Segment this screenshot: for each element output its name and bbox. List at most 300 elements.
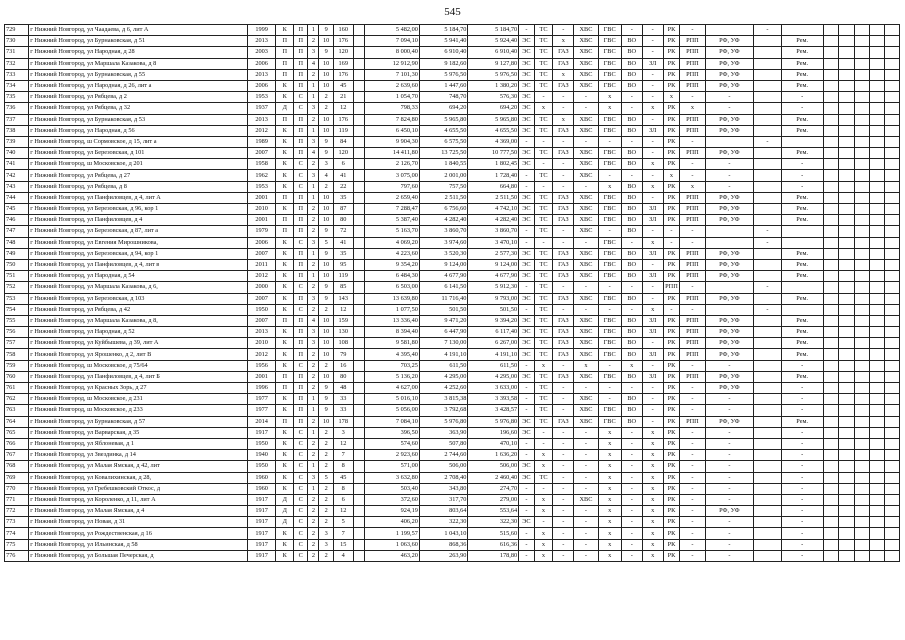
address-cell: г Нижний Новгород, ул Бурнаковская, д 53	[29, 114, 248, 125]
table-cell: 2	[308, 259, 319, 270]
table-cell: ХВС	[574, 293, 598, 304]
table-row	[5, 383, 900, 394]
table-cell: 9	[319, 282, 333, 293]
table-cell: 274,70	[468, 483, 519, 494]
table-cell: П	[294, 338, 308, 349]
table-cell	[839, 259, 854, 270]
table-cell: Д	[276, 494, 294, 505]
table-cell: -	[598, 360, 621, 371]
table-cell: 9 127,80	[468, 58, 519, 69]
table-row	[5, 271, 900, 282]
table-cell: Рем.	[781, 338, 823, 349]
table-row	[5, 215, 900, 226]
table-cell: 4 295,00	[419, 371, 468, 382]
table-cell: ГАЗ	[553, 125, 574, 136]
table-cell: ХВС	[574, 69, 598, 80]
table-cell: -	[680, 550, 705, 561]
table-cell: ТС	[534, 80, 553, 91]
table-cell: -	[621, 506, 642, 517]
table-cell: -	[781, 394, 823, 405]
table-cell: РК	[663, 472, 680, 483]
table-cell: 9 354,20	[364, 259, 419, 270]
table-cell	[885, 192, 900, 203]
table-cell	[885, 204, 900, 215]
table-cell: х	[642, 159, 663, 170]
table-cell	[353, 438, 364, 449]
row-number-cell: 738	[5, 125, 29, 136]
table-cell	[854, 438, 869, 449]
table-cell	[854, 405, 869, 416]
table-cell: -	[705, 483, 754, 494]
table-cell	[353, 338, 364, 349]
table-cell	[754, 539, 782, 550]
table-cell: 5 976,80	[419, 416, 468, 427]
table-cell	[854, 506, 869, 517]
table-cell: Рем.	[781, 36, 823, 47]
table-cell: -	[642, 338, 663, 349]
table-cell: -	[553, 483, 574, 494]
table-cell	[885, 215, 900, 226]
table-cell	[823, 450, 838, 461]
table-cell: 3 075,00	[364, 170, 419, 181]
table-cell: -	[621, 237, 642, 248]
table-cell: 2	[319, 506, 333, 517]
table-cell	[885, 58, 900, 69]
table-cell	[885, 304, 900, 315]
table-cell	[823, 103, 838, 114]
table-cell	[869, 405, 884, 416]
table-cell	[854, 125, 869, 136]
table-cell: 11 716,40	[419, 293, 468, 304]
table-cell	[854, 215, 869, 226]
table-cell	[823, 315, 838, 326]
table-cell: 5	[319, 472, 333, 483]
table-cell: 2 577,30	[468, 248, 519, 259]
table-cell: К	[276, 427, 294, 438]
table-cell	[885, 327, 900, 338]
table-cell	[869, 371, 884, 382]
table-cell: 797,60	[364, 181, 419, 192]
table-cell	[885, 25, 900, 36]
table-cell	[839, 394, 854, 405]
table-cell	[885, 461, 900, 472]
table-cell: П	[294, 148, 308, 159]
table-cell	[854, 394, 869, 405]
table-cell: 5 056,00	[364, 405, 419, 416]
table-cell: РФ, УФ	[705, 293, 754, 304]
table-cell: 10	[319, 259, 333, 270]
table-cell	[885, 517, 900, 528]
table-cell	[854, 159, 869, 170]
table-cell: -	[754, 136, 782, 147]
table-cell: 80	[333, 371, 353, 382]
table-cell: ТС	[534, 204, 553, 215]
table-cell: ХВС	[574, 25, 598, 36]
table-cell: К	[276, 405, 294, 416]
table-cell: РК	[663, 315, 680, 326]
table-cell: П	[276, 36, 294, 47]
table-cell: х	[642, 517, 663, 528]
table-cell	[885, 483, 900, 494]
table-cell	[854, 103, 869, 114]
table-cell: 159	[333, 315, 353, 326]
table-cell	[869, 103, 884, 114]
table-cell: 748,70	[419, 92, 468, 103]
table-cell	[353, 472, 364, 483]
table-cell: 2 659,40	[364, 192, 419, 203]
table-cell: К	[276, 394, 294, 405]
table-cell: С	[294, 304, 308, 315]
table-cell: РК	[663, 338, 680, 349]
table-cell: -	[781, 506, 823, 517]
table-cell: -	[553, 181, 574, 192]
table-cell	[754, 47, 782, 58]
table-cell: 2006	[247, 80, 276, 91]
table-cell: ГВС	[598, 69, 621, 80]
address-cell: г Нижний Новгород, ул Березовская, д 96, кор 1	[29, 204, 248, 215]
table-cell: -	[534, 517, 553, 528]
table-cell	[353, 25, 364, 36]
row-number-cell: 736	[5, 103, 29, 114]
row-number-cell: 775	[5, 539, 29, 550]
table-cell: РК	[663, 204, 680, 215]
table-cell: П	[294, 405, 308, 416]
table-cell: -	[680, 92, 705, 103]
table-cell: -	[705, 494, 754, 505]
address-cell: г Нижний Новгород, ш Московское, д 233	[29, 405, 248, 416]
address-cell: г Нижний Новгород, ул Ильинская, д 58	[29, 539, 248, 550]
table-cell: -	[680, 506, 705, 517]
table-cell	[869, 438, 884, 449]
table-cell: 2001	[247, 215, 276, 226]
table-cell: 2006	[247, 58, 276, 69]
table-cell	[823, 181, 838, 192]
table-cell: 10	[319, 69, 333, 80]
table-cell	[839, 170, 854, 181]
table-cell: РПП	[680, 36, 705, 47]
table-cell: х	[642, 103, 663, 114]
table-cell	[353, 226, 364, 237]
table-cell: ГАЗ	[553, 327, 574, 338]
table-cell: -	[598, 170, 621, 181]
table-cell: 2007	[247, 148, 276, 159]
table-cell: 501,50	[419, 304, 468, 315]
table-cell: ХВС	[574, 114, 598, 125]
table-cell	[869, 114, 884, 125]
row-number-cell: 733	[5, 69, 29, 80]
address-cell: г Нижний Новгород, ул Березовская, д 101	[29, 148, 248, 159]
table-cell: х	[663, 92, 680, 103]
table-cell: РК	[663, 327, 680, 338]
table-cell	[754, 248, 782, 259]
table-cell	[839, 371, 854, 382]
table-cell: 868,36	[419, 539, 468, 550]
table-cell	[839, 293, 854, 304]
table-cell: -	[781, 181, 823, 192]
table-cell	[885, 248, 900, 259]
table-cell: 12	[333, 438, 353, 449]
table-cell: 108	[333, 338, 353, 349]
table-cell: ХВС	[574, 248, 598, 259]
table-row	[5, 114, 900, 125]
table-cell	[823, 92, 838, 103]
table-cell: ЭС	[519, 427, 534, 438]
table-cell	[854, 192, 869, 203]
row-number-cell: 732	[5, 58, 29, 69]
table-cell: 85	[333, 282, 353, 293]
table-cell: 1940	[247, 450, 276, 461]
table-cell: 9 394,20	[468, 315, 519, 326]
table-cell: ЭС	[519, 461, 534, 472]
table-cell: 178,80	[468, 550, 519, 561]
table-cell: К	[276, 293, 294, 304]
table-cell: ЭС	[519, 338, 534, 349]
table-cell	[353, 204, 364, 215]
table-cell	[869, 282, 884, 293]
table-cell: ГВС	[598, 58, 621, 69]
table-cell: ТС	[534, 394, 553, 405]
table-cell	[823, 148, 838, 159]
table-cell: К	[276, 438, 294, 449]
table-cell	[854, 69, 869, 80]
table-cell: ГВС	[598, 259, 621, 270]
table-cell: П	[294, 136, 308, 147]
table-cell: ВО	[621, 159, 642, 170]
table-cell: х	[553, 36, 574, 47]
table-cell: РФ, УФ	[705, 36, 754, 47]
table-cell: ЭС	[519, 148, 534, 159]
table-cell: 1	[308, 25, 319, 36]
table-cell: 10	[319, 114, 333, 125]
table-cell: Рем.	[781, 271, 823, 282]
table-cell: 3 393,58	[468, 394, 519, 405]
table-cell: х	[598, 483, 621, 494]
table-cell: -	[534, 159, 553, 170]
table-cell: 2013	[247, 114, 276, 125]
table-cell: ЭС	[519, 315, 534, 326]
table-cell	[754, 427, 782, 438]
table-cell: -	[621, 461, 642, 472]
table-cell	[839, 494, 854, 505]
table-cell: ГАЗ	[553, 58, 574, 69]
table-cell: 1960	[247, 483, 276, 494]
table-cell: 1953	[247, 92, 276, 103]
table-cell: РК	[663, 360, 680, 371]
table-cell	[885, 394, 900, 405]
table-cell: ЭС	[519, 92, 534, 103]
table-cell: -	[754, 304, 782, 315]
table-cell: Рем.	[781, 293, 823, 304]
table-cell: П	[294, 215, 308, 226]
table-cell: П	[276, 215, 294, 226]
table-cell: 4 295,00	[468, 371, 519, 382]
table-cell	[869, 204, 884, 215]
table-cell: 2 001,00	[419, 170, 468, 181]
table-cell: 5 912,30	[468, 282, 519, 293]
table-cell: 1	[308, 192, 319, 203]
table-cell: -	[519, 226, 534, 237]
table-cell: ХВС	[574, 159, 598, 170]
table-cell: ЭС	[519, 271, 534, 282]
table-cell: ГВС	[598, 371, 621, 382]
table-cell	[823, 159, 838, 170]
table-cell	[854, 304, 869, 315]
table-cell: 2 511,50	[468, 192, 519, 203]
table-cell: х	[663, 170, 680, 181]
address-cell: г Нижний Новгород, ул Красных Зорь, д 27	[29, 383, 248, 394]
table-cell: 2013	[247, 36, 276, 47]
table-cell: РПП	[680, 338, 705, 349]
table-cell	[823, 327, 838, 338]
table-cell: ВО	[621, 371, 642, 382]
table-cell	[754, 517, 782, 528]
table-cell: 3	[308, 472, 319, 483]
table-cell: РПП	[680, 259, 705, 270]
table-cell: 120	[333, 148, 353, 159]
table-cell	[754, 192, 782, 203]
table-cell: С	[294, 159, 308, 170]
table-cell: 10	[319, 349, 333, 360]
row-number-cell: 764	[5, 416, 29, 427]
table-cell: -	[781, 494, 823, 505]
table-cell: 10	[319, 58, 333, 69]
table-cell: Рем.	[781, 80, 823, 91]
table-cell: 3	[319, 159, 333, 170]
table-cell	[754, 181, 782, 192]
table-cell: -	[574, 528, 598, 539]
table-cell: РФ, УФ	[705, 338, 754, 349]
table-cell	[854, 170, 869, 181]
table-cell: -	[781, 170, 823, 181]
table-cell	[854, 315, 869, 326]
table-cell: 1950	[247, 304, 276, 315]
table-cell: х	[534, 360, 553, 371]
table-cell	[353, 405, 364, 416]
table-cell: 7	[333, 450, 353, 461]
table-cell: ЗЛ	[642, 248, 663, 259]
table-cell: РК	[663, 483, 680, 494]
table-cell: ГВС	[598, 215, 621, 226]
table-cell: -	[781, 539, 823, 550]
table-cell	[869, 450, 884, 461]
table-cell: 87	[333, 204, 353, 215]
table-cell: 1 802,45	[468, 159, 519, 170]
table-cell: ХВС	[574, 204, 598, 215]
table-cell: ТС	[534, 327, 553, 338]
table-cell: -	[642, 259, 663, 270]
table-cell: ХВС	[574, 327, 598, 338]
table-cell: -	[574, 304, 598, 315]
table-cell	[854, 36, 869, 47]
table-cell	[754, 36, 782, 47]
table-cell	[885, 181, 900, 192]
table-cell: -	[680, 170, 705, 181]
table-cell: х	[642, 450, 663, 461]
table-cell: -	[598, 394, 621, 405]
table-cell: ГВС	[598, 148, 621, 159]
table-cell: 2 744,60	[419, 450, 468, 461]
table-cell	[353, 103, 364, 114]
table-cell: ГАЗ	[553, 338, 574, 349]
table-cell: РК	[663, 114, 680, 125]
table-cell	[823, 237, 838, 248]
table-cell	[823, 304, 838, 315]
table-cell: 3	[308, 327, 319, 338]
table-cell: -	[519, 383, 534, 394]
table-cell	[823, 282, 838, 293]
table-cell: 2	[308, 159, 319, 170]
table-cell: -	[680, 237, 705, 248]
table-cell	[823, 338, 838, 349]
table-cell: 694,20	[468, 103, 519, 114]
table-cell	[754, 394, 782, 405]
table-cell: 2	[308, 450, 319, 461]
row-number-cell: 751	[5, 271, 29, 282]
table-cell	[854, 550, 869, 561]
table-cell: -	[680, 438, 705, 449]
table-cell: 1917	[247, 550, 276, 561]
table-cell: ГАЗ	[553, 315, 574, 326]
table-cell: -	[574, 438, 598, 449]
table-cell	[885, 506, 900, 517]
table-cell: 1	[308, 248, 319, 259]
table-cell: 2	[308, 506, 319, 517]
table-cell	[839, 58, 854, 69]
table-cell	[823, 259, 838, 270]
table-cell	[754, 58, 782, 69]
row-number-cell: 757	[5, 338, 29, 349]
table-cell: 2	[319, 103, 333, 114]
table-cell: РПП	[663, 282, 680, 293]
table-cell: ЭС	[519, 215, 534, 226]
address-cell: г Нижний Новгород, ул Маршала Казакова, д 8,	[29, 315, 248, 326]
table-cell	[885, 383, 900, 394]
table-cell: -	[705, 550, 754, 561]
table-cell: ТС	[534, 192, 553, 203]
table-cell: х	[621, 360, 642, 371]
row-number-cell: 762	[5, 394, 29, 405]
table-cell: 9	[319, 383, 333, 394]
row-number-cell: 767	[5, 450, 29, 461]
table-row	[5, 416, 900, 427]
table-cell	[353, 148, 364, 159]
table-cell: 1977	[247, 394, 276, 405]
table-cell: ГВС	[598, 114, 621, 125]
table-cell: -	[642, 170, 663, 181]
table-cell: -	[705, 461, 754, 472]
table-cell: -	[519, 25, 534, 36]
table-cell	[839, 136, 854, 147]
table-cell: -	[519, 438, 534, 449]
table-cell: -	[705, 170, 754, 181]
table-cell: -	[754, 226, 782, 237]
table-cell	[705, 136, 754, 147]
table-cell: 178	[333, 416, 353, 427]
table-cell: -	[621, 282, 642, 293]
table-cell: ГАЗ	[553, 259, 574, 270]
table-cell	[854, 58, 869, 69]
table-cell	[839, 271, 854, 282]
table-cell: 169	[333, 58, 353, 69]
table-cell: С	[294, 528, 308, 539]
table-cell	[839, 181, 854, 192]
table-cell: ЗЛ	[642, 58, 663, 69]
table-cell	[353, 550, 364, 561]
table-cell: х	[642, 438, 663, 449]
table-cell: 21	[333, 92, 353, 103]
table-cell	[885, 136, 900, 147]
table-cell	[885, 416, 900, 427]
